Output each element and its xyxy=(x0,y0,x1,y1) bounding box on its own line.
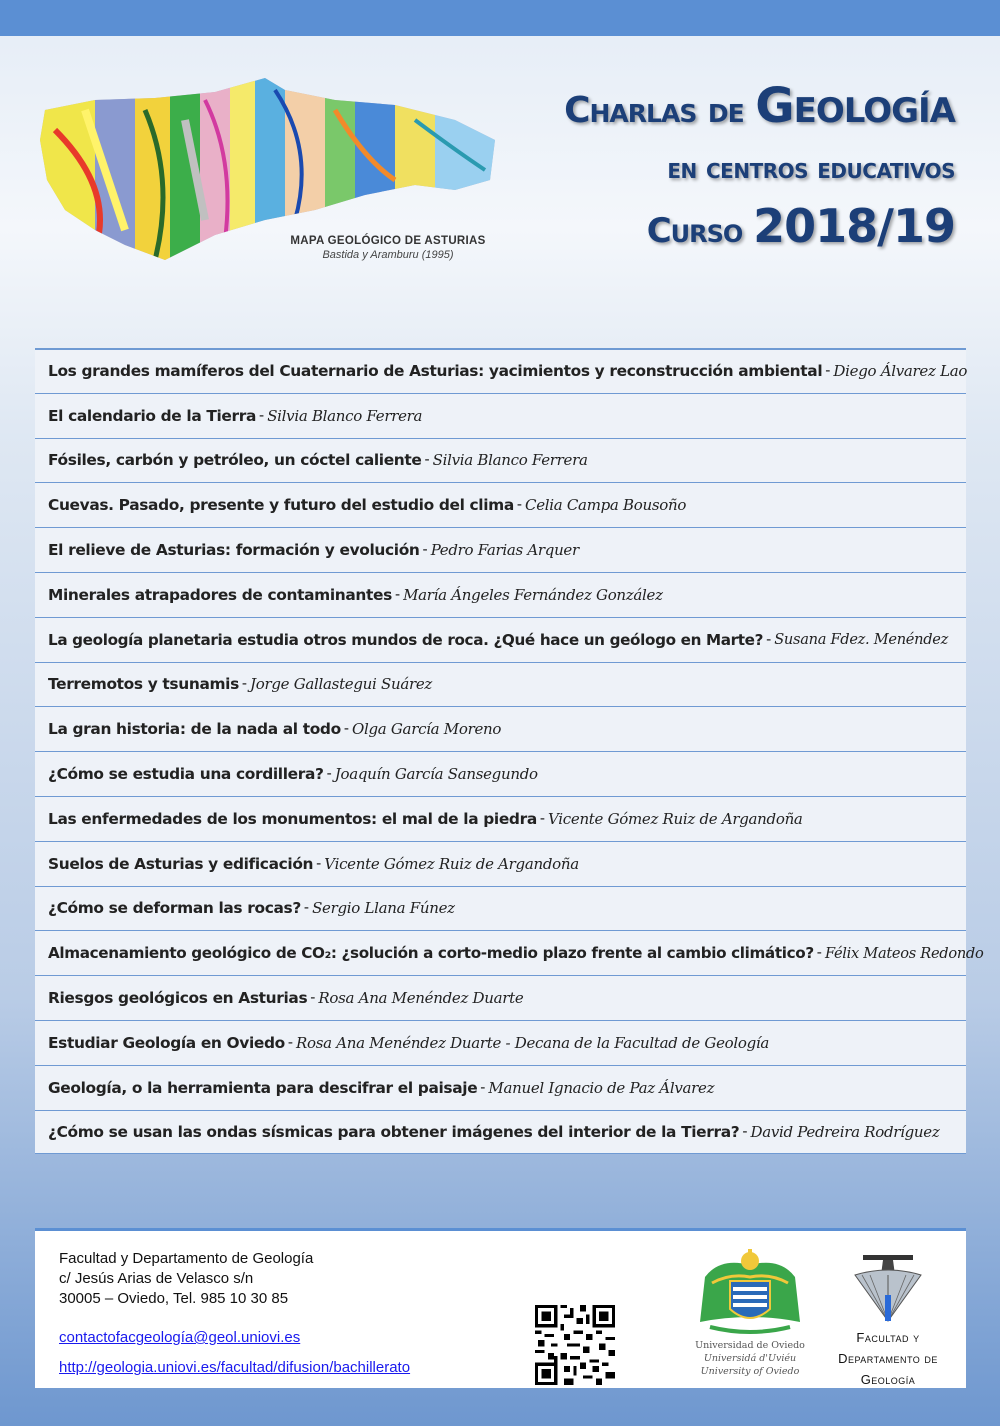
talk-title: ¿Cómo se estudia una cordillera? xyxy=(48,765,324,784)
talk-row xyxy=(35,527,966,572)
talk-separator: - xyxy=(326,765,332,783)
title-year: 2018/19 xyxy=(753,199,955,253)
address-line: Facultad y Departamento de Geología xyxy=(59,1250,314,1267)
talk-row xyxy=(35,662,966,707)
talk-speaker: Pedro Farias Arquer xyxy=(430,541,579,560)
title-line-2: en centros educativos xyxy=(667,152,955,185)
talk-row xyxy=(35,1020,966,1065)
talk-separator: - xyxy=(287,1033,294,1051)
talk-title: Minerales atrapadores de contaminantes xyxy=(48,585,392,604)
talk-title: Suelos de Asturias y edificación xyxy=(48,854,314,873)
university-name-ast: Universidá d'Uviéu xyxy=(703,1353,797,1364)
talk-speaker: Rosa Ana Menéndez Duarte - Decana de la Facultad de Geología xyxy=(296,1033,770,1052)
talk-row xyxy=(35,930,984,975)
talk-title: Los grandes mamíferos del Cuaternario de Asturias: yacimientos y reconstrucción ambiental xyxy=(48,362,823,381)
talk-row xyxy=(35,751,966,796)
talk-title: La gran historia: de la nada al todo xyxy=(48,720,341,739)
faculty-logo xyxy=(825,1247,951,1387)
talk-row xyxy=(35,1065,966,1110)
map-caption xyxy=(268,235,508,261)
talk-separator: - xyxy=(310,989,316,1007)
talk-row xyxy=(35,706,966,751)
talk-separator: - xyxy=(424,451,430,469)
website-link[interactable]: http://geologia.uniovi.es/facultad/difusion/bachillerato xyxy=(59,1359,411,1376)
talk-separator: - xyxy=(316,854,322,872)
talk-speaker: Sergio Llana Fúnez xyxy=(312,899,455,918)
talk-title: Terremotos y tsunamis xyxy=(48,675,239,694)
talk-row xyxy=(35,841,966,886)
talk-separator: - xyxy=(241,675,248,693)
talk-speaker: Félix Mateos Redondo xyxy=(824,944,984,962)
title-line-3 xyxy=(564,199,955,253)
faculty-name-line: Departamento de xyxy=(838,1351,938,1366)
talk-title: ¿Cómo se deforman las rocas? xyxy=(48,899,301,918)
talk-speaker: Vicente Gómez Ruiz de Argandoña xyxy=(324,854,579,873)
talk-row xyxy=(35,348,966,393)
talk-title: ¿Cómo se usan las ondas sísmicas para obtener imágenes del interior de la Tierra? xyxy=(48,1122,740,1141)
talk-title: Cuevas. Pasado, presente y futuro del estudio del clima xyxy=(48,496,514,515)
title-geologia: Geología xyxy=(755,78,955,134)
talk-title: Las enfermedades de los monumentos: el mal de la piedra xyxy=(48,809,537,828)
university-name-en: University of Oviedo xyxy=(700,1366,800,1377)
address-line: c/ Jesús Arias de Velasco s/n xyxy=(59,1270,254,1287)
faculty-name xyxy=(825,1327,951,1390)
title-line-1 xyxy=(564,78,955,134)
talk-separator: - xyxy=(480,1078,486,1096)
talk-separator: - xyxy=(303,899,310,917)
title-charlas: Charlas de xyxy=(564,90,744,131)
talk-title: Estudiar Geología en Oviedo xyxy=(48,1033,285,1052)
talk-title: Almacenamiento geológico de CO₂: ¿solución a corto-medio plazo frente al cambio climático? xyxy=(48,944,814,963)
talk-list xyxy=(35,348,984,1154)
map-caption-credit: Bastida y Aramburu (1995) xyxy=(322,249,454,261)
talk-separator: - xyxy=(742,1122,748,1140)
email-link[interactable]: contactofacgeología@geol.uniovi.es xyxy=(59,1329,301,1346)
address-block xyxy=(59,1249,313,1309)
talk-row xyxy=(35,886,966,931)
talk-title: El calendario de la Tierra xyxy=(48,406,257,425)
talk-separator: - xyxy=(825,362,831,380)
faculty-name-line: Facultad y xyxy=(856,1330,920,1345)
university-name xyxy=(690,1339,810,1378)
talk-speaker: Susana Fdez. Menéndez xyxy=(774,631,949,649)
talk-speaker: María Ángeles Fernández González xyxy=(403,585,663,604)
talk-row xyxy=(35,572,966,617)
talk-row xyxy=(35,438,966,483)
talk-separator: - xyxy=(816,944,822,962)
talk-row xyxy=(35,617,966,662)
talk-title: Geología, o la herramienta para descifrar el paisaje xyxy=(48,1078,478,1097)
talk-separator: - xyxy=(516,496,523,514)
talk-separator: - xyxy=(422,541,428,559)
talk-speaker: Olga García Moreno xyxy=(351,720,502,739)
page-title xyxy=(564,78,955,253)
talk-title: Fósiles, carbón y petróleo, un cóctel caliente xyxy=(48,451,422,470)
qr-code[interactable] xyxy=(535,1305,615,1385)
map-caption-title: MAPA GEOLÓGICO DE ASTURIAS xyxy=(290,235,486,247)
talk-row xyxy=(35,482,966,527)
talk-separator: - xyxy=(259,406,265,424)
university-name-es: Universidad de Oviedo xyxy=(695,1340,805,1351)
title-curso: Curso xyxy=(646,211,743,251)
talk-row xyxy=(35,796,966,841)
talk-separator: - xyxy=(343,720,349,738)
address-line: 30005 – Oviedo, Tel. 985 10 30 85 xyxy=(59,1290,289,1307)
talk-title: La geología planetaria estudia otros mundos de roca. ¿Qué hace un geólogo en Marte? xyxy=(48,630,764,649)
talk-speaker: Silvia Blanco Ferrera xyxy=(432,451,588,470)
talk-row xyxy=(35,975,966,1020)
talk-speaker: Jorge Gallastegui Suárez xyxy=(250,675,433,694)
talk-speaker: Rosa Ana Menéndez Duarte xyxy=(318,989,524,1008)
faculty-name-line: Geología xyxy=(860,1372,916,1387)
talk-separator: - xyxy=(539,809,545,827)
university-logo xyxy=(690,1247,810,1387)
talk-speaker: Vicente Gómez Ruiz de Argandoña xyxy=(548,809,803,828)
talk-speaker: Silvia Blanco Ferrera xyxy=(267,406,423,425)
talk-speaker: Diego Álvarez Lao xyxy=(833,362,968,381)
top-band xyxy=(0,0,1000,36)
footer xyxy=(35,1228,966,1388)
talk-separator: - xyxy=(394,585,401,603)
talk-title: Riesgos geológicos en Asturias xyxy=(48,989,308,1008)
talk-speaker: Celia Campa Bousoño xyxy=(525,496,687,515)
talk-speaker: Joaquín García Sansegundo xyxy=(334,765,538,784)
talk-row xyxy=(35,1110,966,1155)
talk-speaker: Manuel Ignacio de Paz Álvarez xyxy=(488,1078,715,1097)
talk-separator: - xyxy=(766,630,772,648)
talk-speaker: David Pedreira Rodríguez xyxy=(750,1122,940,1141)
talk-title: El relieve de Asturias: formación y evolución xyxy=(48,541,420,560)
talk-row xyxy=(35,393,966,438)
